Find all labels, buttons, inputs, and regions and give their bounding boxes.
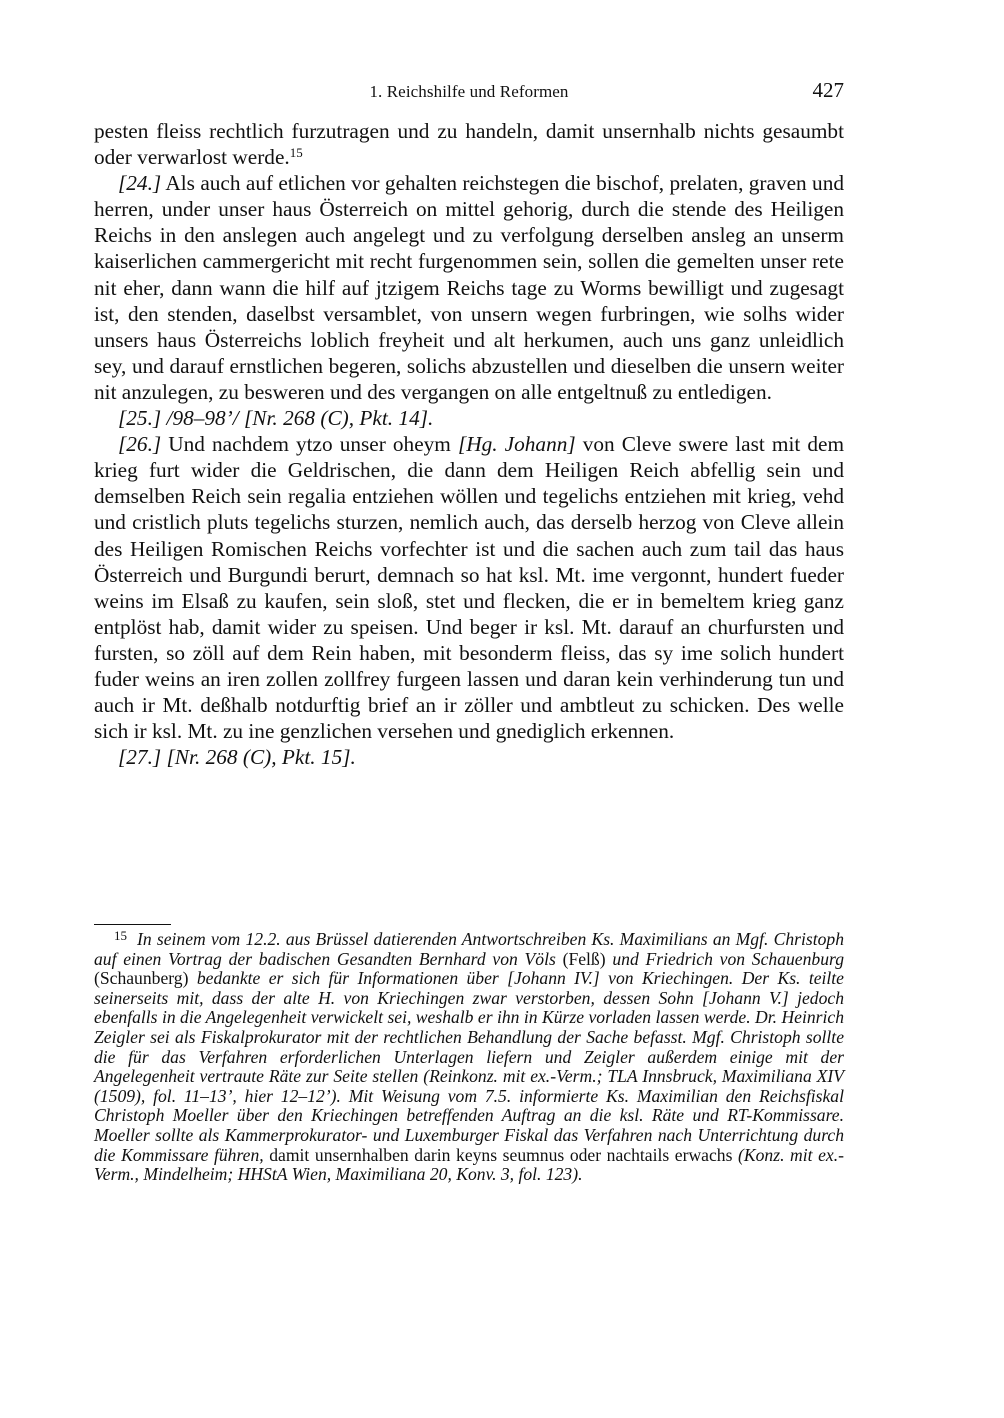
footnote-divider (94, 924, 171, 925)
section-label: [24.] (118, 171, 162, 196)
footnote-reference[interactable]: 15 (289, 145, 303, 161)
footnote-15 (94, 930, 844, 1185)
editorial-note: [Hg. Johann] (457, 432, 576, 457)
footnote-source-text: damit unsernhalben darin keyns seumnus oder nachtails erwachs (263, 1144, 739, 1165)
running-title: 1. Reichshilfe und Reformen (369, 82, 569, 101)
paragraph-26 (94, 431, 844, 744)
page-number: 427 (812, 78, 844, 102)
main-text (94, 118, 844, 770)
paragraph-27: [27.] [Nr. 268 (C), Pkt. 15]. (118, 745, 356, 770)
paragraph-text: Als auch auf etlichen vor gehalten reichstegen die bischof, prelaten, graven und herren, under unser haus Österreich on mittel gehorig, durch die stende des Heiligen Reichs in den anslegen auch angelegt und zu verfolgung derselben ansleg an unserm kaiserlichen cammergericht mit recht furgenommen sein, sollen die gemelten unser rete nit eher, dann wann die hilf auf jtzigem Reichs tage zu Worms bewilligt und zugesagt ist, den stenden, daselbst versamblet, von unsern wegen furbringen, wie solhs wider unsers haus Österreichs loblich freyheit und alt herkumen, auch uns ganz unleidlich sey, und darauf ernstlichen begeren, solichs abzustellen und dieselben die unsern weiter nit anzulegen, zu besweren und des vergangen on alle entgeltnuß zu entledigen. (94, 171, 844, 404)
running-header (94, 78, 844, 110)
footnote-text: und Friedrich von Schauenburg (612, 948, 844, 969)
paragraph-continuation (94, 118, 844, 170)
footnote-source-text: (Schaunberg) (94, 968, 197, 989)
footnote-text: In seinem vom 12.2. aus Brüssel datierenden Antwortschreiben Ks. Maximilians an Mgf. Christoph auf einen Vortrag der badischen Gesandten Bernhard von Völs (94, 929, 844, 969)
paragraph-text: von Cleve swere last mit dem krieg furt wider die Geldrischen, die dann dem Heiligen Reich abfellig sein und demselben Reich sein regalia entziehen wöllen und tegelichs entziehen mit krieg, vehd und cristlich pluts tegelichs sturzen, nemlich auch, das derselb herzog von Cleve allein des Heiligen Romischen Reichs vorfechter ist und die sachen auch zum tail das haus Österreich und Burgundi berurt, demnach so hat ksl. Mt. ime vergonnt, hundert fueder weins im Elsaß zu kaufen, sein sloß, stet und flecken, die er in bemeltem krieg ganz entplöst hab, damit wider zu speisen. Und beger ir ksl. Mt. darauf an churfursten und fursten, so zöll auf dem Rein haben, mit besonderm fleiss, das sy ime solich hundert fuder weins an iren zollen zollfrey furgeen lassen und daran kein verhinderung tun und auch ir Mt. deßhalb notdurftig brief an ir zöller und ambtleut zu schicken. Des welle sich ir ksl. Mt. zu ine genzlichen versehen und gnediglich erkennen. (94, 432, 845, 744)
paragraph-text: pesten fleiss rechtlich furzutragen und zu handeln, damit unsernhalb nichts gesaumbt oder verwarlost werde. (94, 119, 844, 170)
section-label: [26.] (118, 432, 162, 457)
footnote-source-text: (Felß) (555, 948, 613, 969)
paragraph-24 (94, 170, 844, 405)
paragraph-25: [25.] /98–98’/ [Nr. 268 (C), Pkt. 14]. (118, 406, 434, 431)
footnote-text: (Konz. mit ex.-Verm., Mindelheim; HHStA Wien, Maximiliana 20, Konv. 3, fol. 123). (94, 1144, 844, 1185)
footnote-number: 15 (114, 928, 127, 943)
footnote-text: bedankte er sich für Informationen über [Johann IV.] von Kriechingen. Der Ks. teilte seinerseits mit, dass der alte H. von Kriechingen zwar verstorben, dessen Sohn [Johann V.] jedoch ebenfalls in die Angelegenheit verwickelt sei, weshalb er ihn in Kürze vorladen lassen werde. Dr. Heinrich Zeigler sei als Fiskalprokurator mit der rechtlichen Behandlung der Sache befasst. Mgf. Christoph sollte die für das Verfahren erforderlichen Unterlagen liefern und Zeigler außerdem einige mit der Angelegenheit vertraute Räte zur Seite stellen (Reinkonz. mit ex.-Verm.; TLA Innsbruck, Maximiliana XIV (1509), fol. 11–13’, hier 12–12’). Mit Weisung vom 7.5. informierte Ks. Maximilian den Reichsfiskal Christoph Moeller über den Kriechingen betreffenden Auftrag an die ksl. Räte und RT-Kommissare. Moeller sollte als Kammerprokurator- und Luxemburger Fiskal das Verfahren nach Unterrichtung durch die Kommissare führen, (94, 968, 844, 1165)
paragraph-text: Und nachdem ytzo unser oheym (161, 432, 458, 457)
